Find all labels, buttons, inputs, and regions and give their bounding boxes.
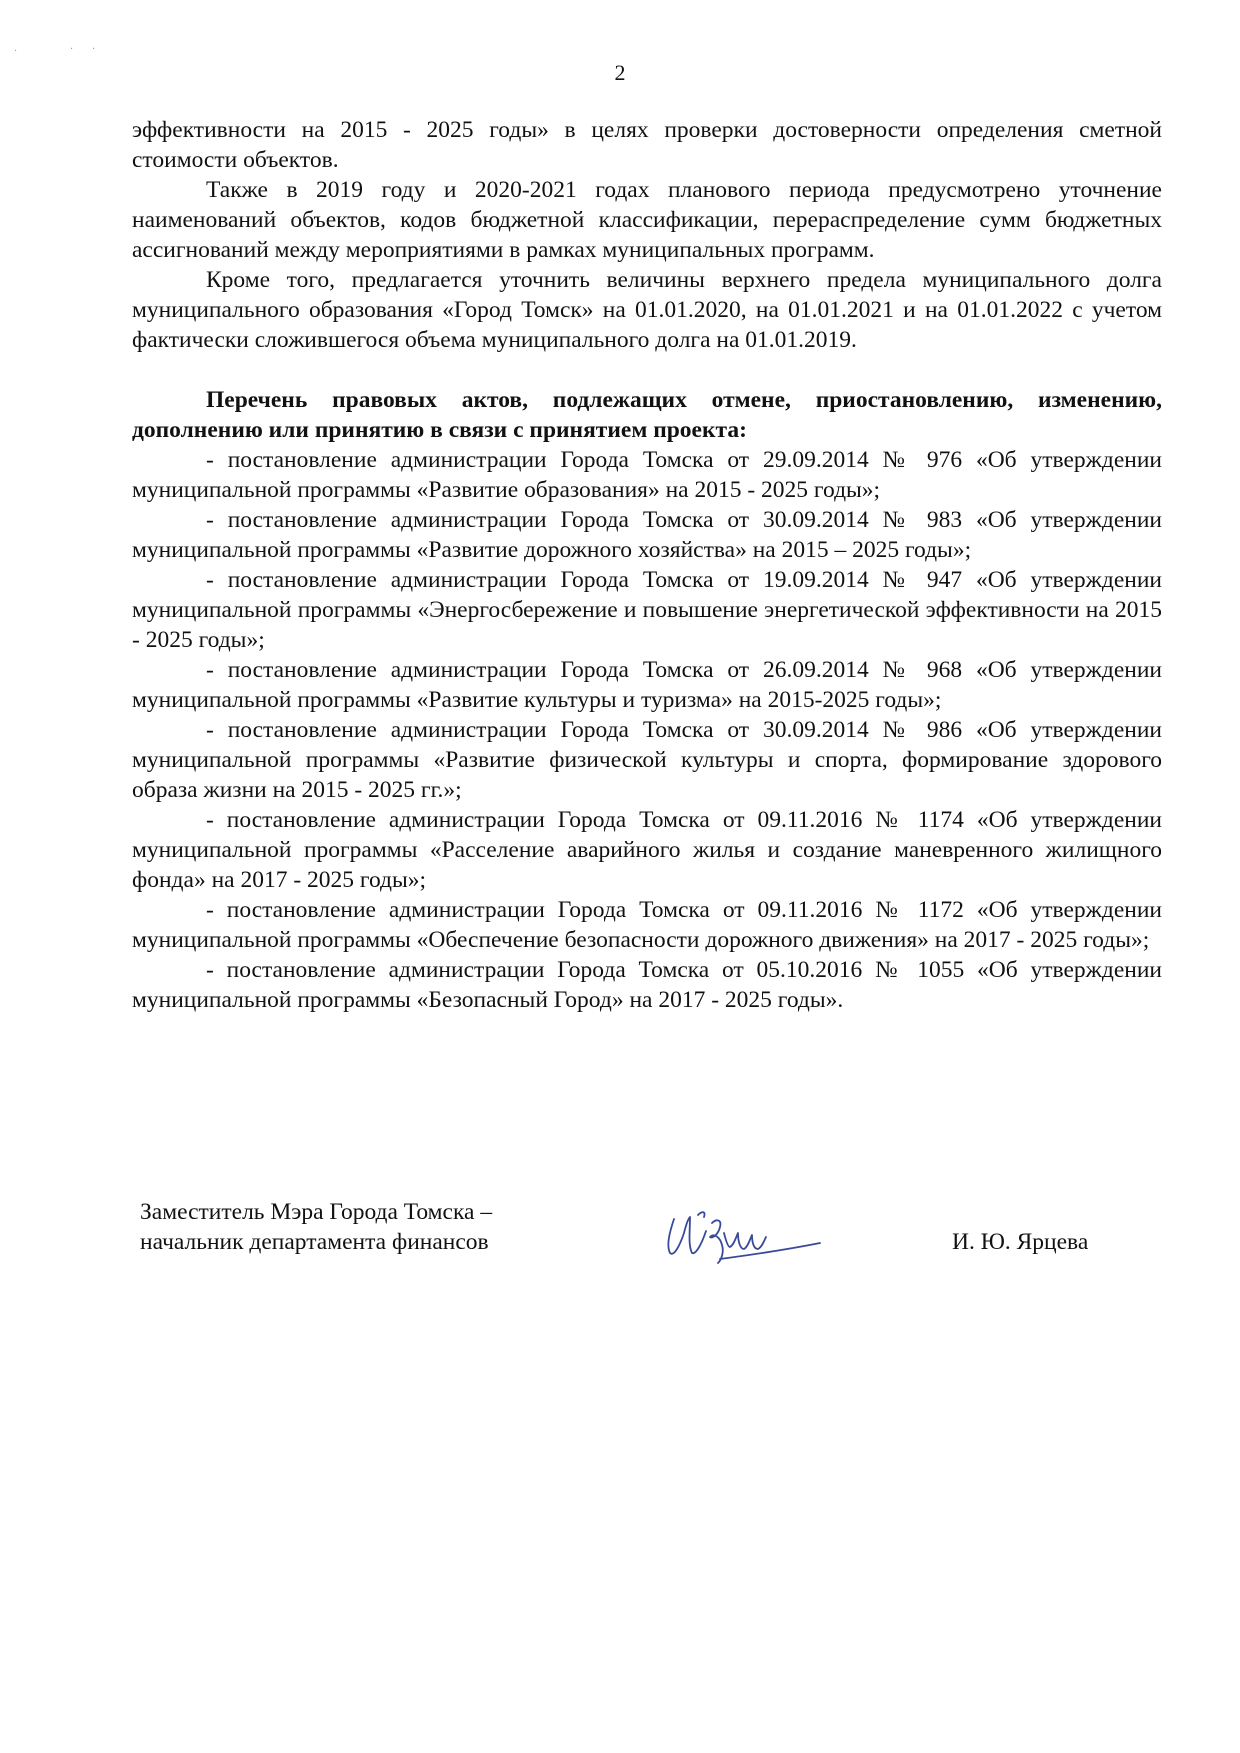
- act-item: - постановление администрации Города Томска от 19.09.2014 № 947 «Об утверждении муниципальной программы «Энергосбережение и повышение энергетической эффективности на 2015 - 2025 годы»;: [132, 567, 1162, 653]
- position-line: начальник департамента финансов: [140, 1229, 489, 1255]
- paragraph-continuation: эффективности на 2015 - 2025 годы» в целях проверки достоверности определения сметной стоимости объектов.: [132, 117, 1162, 173]
- paragraph-debt-limit: Кроме того, предлагается уточнить величины верхнего предела муниципального долга муниципального образования «Город Томск» на 01.01.2020, на 01.01.2021 и на 01.01.2022 с учетом фактически сложившегося объема муниципального долга на 01.01.2019.: [132, 267, 1162, 353]
- scan-artifact: ·: [92, 44, 96, 55]
- act-item: - постановление администрации Города Томска от 30.09.2014 № 986 «Об утверждении муниципальной программы «Развитие физической культуры и спорта, формирование здорового образа жизни на 2015 - 2025 гг.»;: [132, 717, 1162, 803]
- acts-list-heading: Перечень правовых актов, подлежащих отмене, приостановлению, изменению, дополнению или принятию в связи с принятием проекта:: [132, 387, 1162, 443]
- signatory-name: И. Ю. Ярцева: [952, 1229, 1089, 1255]
- signatory-position: [140, 1197, 492, 1257]
- act-item: - постановление администрации Города Томска от 09.11.2016 № 1174 «Об утверждении муниципальной программы «Расселение аварийного жилья и создание маневренного жилищного фонда» на 2017 - 2025 годы»;: [132, 807, 1162, 893]
- handwritten-signature: [660, 1197, 830, 1267]
- paragraph-clarification: Также в 2019 году и 2020-2021 годах планового периода предусмотрено уточнение наименований объектов, кодов бюджетной классификации, перераспределение сумм бюджетных ассигнований между мероприятиями в рамках муниципальных программ.: [132, 177, 1162, 263]
- act-item: - постановление администрации Города Томска от 05.10.2016 № 1055 «Об утверждении муниципальной программы «Безопасный Город» на 2017 - 2025 годы».: [132, 957, 1162, 1013]
- act-item: - постановление администрации Города Томска от 09.11.2016 № 1172 «Об утверждении муниципальной программы «Обеспечение безопасности дорожного движения» на 2017 - 2025 годы»;: [132, 897, 1162, 953]
- document-body: [132, 115, 1162, 1015]
- scan-artifact: ·: [70, 44, 74, 55]
- act-item: - постановление администрации Города Томска от 30.09.2014 № 983 «Об утверждении муниципальной программы «Развитие дорожного хозяйства» на 2015 – 2025 годы»;: [132, 507, 1162, 563]
- signature-block: [140, 1197, 1140, 1277]
- page-number: 2: [614, 60, 626, 85]
- position-line: Заместитель Мэра Города Томска –: [140, 1199, 493, 1225]
- act-item: - постановление администрации Города Томска от 26.09.2014 № 968 «Об утверждении муниципальной программы «Развитие культуры и туризма» на 2015-2025 годы»;: [132, 657, 1162, 713]
- scan-artifact: ·: [14, 46, 18, 57]
- act-item: - постановление администрации Города Томска от 29.09.2014 № 976 «Об утверждении муниципальной программы «Развитие образования» на 2015 - 2025 годы»;: [132, 447, 1162, 503]
